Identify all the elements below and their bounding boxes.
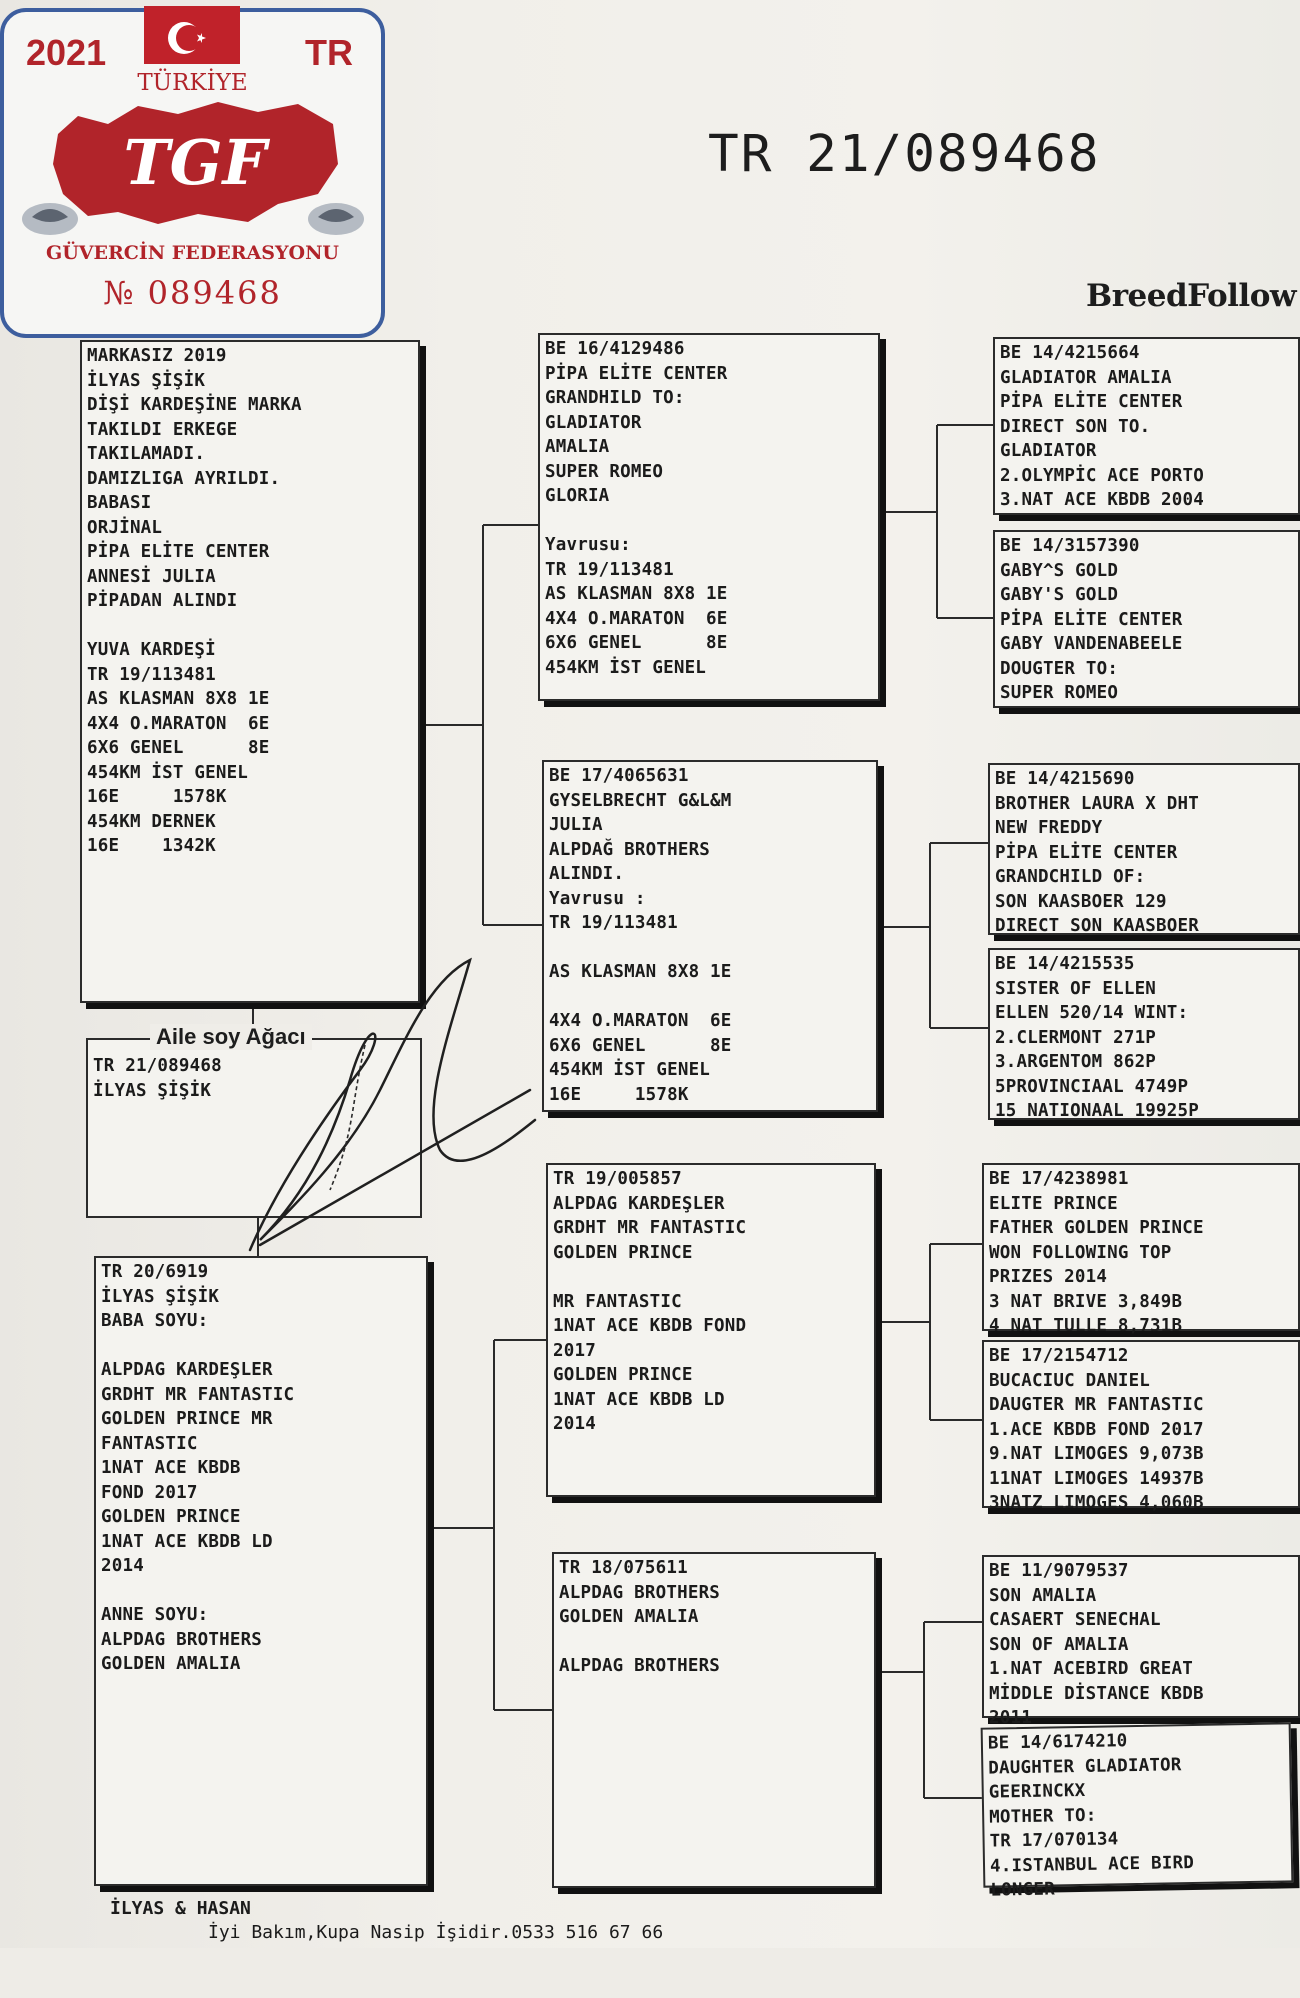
father-line: 454KM İST GENEL — [545, 657, 707, 678]
federation-stamp — [0, 8, 385, 338]
mm-line: 2.CLERMONT 271P — [995, 1027, 1157, 1048]
pigeon-logo-icon — [18, 197, 82, 237]
ff-line: BE 14/4215664 — [1000, 343, 1140, 363]
father-line: PİPA ELİTE CENTER — [545, 363, 728, 384]
mm-line: SISTER OF ELLEN — [995, 978, 1157, 999]
fm2-line: 11NAT LIMOGES 14937B — [989, 1468, 1204, 1489]
mother-box — [542, 760, 878, 1112]
father2-line: 1NAT ACE KBDB FOND — [553, 1316, 747, 1336]
mm-box — [988, 948, 1300, 1120]
breeder-line: ALPDAG KARDEŞLER — [101, 1360, 273, 1380]
note-line: TAKILDI ERKEGE — [87, 419, 238, 440]
mm2-box — [981, 1722, 1294, 1901]
mf2-line: 2011 — [989, 1708, 1032, 1728]
note-line: ORJİNAL — [87, 517, 163, 538]
mf-line: BE 14/4215690 — [995, 769, 1135, 789]
father-line: AS KLASMAN 8X8 1E — [545, 584, 728, 604]
father-line: GLORIA — [545, 486, 610, 506]
mf-line: DIRECT SON KAASBOER — [995, 916, 1199, 936]
father-line: GLADIATOR — [545, 412, 642, 433]
mf-line: GRANDCHILD OF: — [995, 867, 1146, 887]
mf2-line: SON AMALIA — [989, 1585, 1097, 1606]
fm-line: DOUGTER TO: — [1000, 658, 1119, 679]
mf-box — [988, 763, 1300, 935]
mother-line: AS KLASMAN 8X8 1E — [549, 962, 732, 982]
father2-line: GOLDEN PRINCE — [553, 1365, 693, 1385]
mother-line: JULIA — [549, 815, 603, 835]
mother2-line — [559, 1630, 870, 1655]
father2-box — [546, 1163, 876, 1497]
mm2-line: GEERINCKX — [988, 1780, 1086, 1803]
father-line: BE 16/4129486 — [545, 339, 685, 359]
mm-line: BE 14/4215535 — [995, 954, 1135, 974]
note-line: 4X4 O.MARATON 6E — [87, 713, 270, 734]
fm2-line: BUCACIUC DANIEL — [989, 1370, 1151, 1391]
breeder-line — [101, 1334, 422, 1359]
father-line: GRANDHILD TO: — [545, 388, 685, 408]
mother2-line: GOLDEN AMALIA — [559, 1607, 699, 1627]
note-line: AS KLASMAN 8X8 1E — [87, 689, 270, 709]
mm2-line: 4.ISTANBUL ACE BIRD — [989, 1852, 1195, 1877]
ff-line: GLADIATOR AMALIA — [1000, 367, 1172, 388]
mm2-line: TR 17/070134 — [989, 1829, 1119, 1852]
note-line: 16E 1578K — [87, 787, 227, 807]
breeder-line — [101, 1579, 422, 1604]
breeder-line: 2014 — [101, 1556, 144, 1576]
father2-line: 2014 — [553, 1414, 596, 1434]
breeder-line: 1NAT ACE KBDB LD — [101, 1531, 273, 1552]
father-line: SUPER ROMEO — [545, 461, 664, 482]
fm-line: SUPER ROMEO — [1000, 683, 1119, 703]
mother-line: 454KM İST GENEL — [549, 1060, 711, 1080]
mother-line — [549, 936, 872, 961]
family-tree-label: Aile soy Ağacı — [150, 1024, 312, 1050]
mf2-box — [982, 1555, 1300, 1728]
note-line: BABASI — [87, 493, 152, 513]
mm2-line: LONGER — [990, 1879, 1056, 1901]
mother2-line: TR 18/075611 — [559, 1558, 688, 1578]
mf2-line: SON OF AMALIA — [989, 1634, 1129, 1655]
fm2-line: 1.ACE KBDB FOND 2017 — [989, 1419, 1204, 1440]
breeder-line: BABA SOYU: — [101, 1311, 209, 1331]
breeder-line: FANTASTIC — [101, 1433, 198, 1454]
ff2-line: 4 NAT TULLE 8,731B — [989, 1316, 1183, 1336]
mother-line: 6X6 GENEL 8E — [549, 1035, 732, 1056]
mm-line: 3.ARGENTOM 862P — [995, 1052, 1157, 1072]
fm-line: GABY VANDENABEELE — [1000, 634, 1183, 654]
mm2-line: BE 14/6174210 — [987, 1731, 1128, 1754]
ring-number-header: TR 21/089468 — [708, 125, 1101, 184]
father2-line — [553, 1265, 870, 1290]
mother-line: BE 17/4065631 — [549, 766, 689, 786]
mf2-line: CASAERT SENECHAL — [989, 1610, 1161, 1630]
ff2-line: BE 17/4238981 — [989, 1169, 1129, 1189]
fm2-line: DAUGTER MR FANTASTIC — [989, 1395, 1204, 1415]
mf2-line: 1.NAT ACEBIRD GREAT — [989, 1659, 1193, 1679]
mm2-line: MOTHER TO: — [989, 1805, 1097, 1828]
mm-line: 15 NATIONAAL 19925P — [995, 1101, 1199, 1121]
footer-owners: İLYAS & HASAN — [110, 1898, 251, 1919]
note-line: 6X6 GENEL 8E — [87, 738, 270, 758]
mm2-line: DAUGHTER GLADIATOR — [988, 1754, 1182, 1779]
fm-line: GABY'S GOLD — [1000, 585, 1119, 605]
note-line: TAKILAMADI. — [87, 444, 206, 464]
father2-line: 2017 — [553, 1340, 596, 1361]
ff-line: 3.NAT ACE KBDB 2004 — [1000, 490, 1204, 510]
stamp-country: TÜRKİYE — [137, 70, 248, 96]
breeder-line: GOLDEN PRINCE MR — [101, 1409, 273, 1429]
ff2-box — [982, 1163, 1300, 1336]
mm-line: 5PROVINCIAAL 4749P — [995, 1076, 1189, 1097]
mf-line: BROTHER LAURA X DHT — [995, 793, 1199, 814]
fm2-line: 9.NAT LIMOGES 9,073B — [989, 1444, 1204, 1464]
note-line: 454KM DERNEK — [87, 811, 216, 832]
fm-line: PİPA ELİTE CENTER — [1000, 609, 1183, 630]
father2-line: ALPDAG KARDEŞLER — [553, 1193, 725, 1214]
note-line — [87, 614, 414, 639]
note-line: ANNESİ JULIA — [87, 566, 216, 587]
ff2-line: ELITE PRINCE — [989, 1193, 1118, 1214]
ff-line: 2.OLYMPİC ACE PORTO — [1000, 465, 1204, 486]
stamp-year: 2021 — [26, 32, 107, 73]
mother2-line: ALPDAG BROTHERS — [559, 1656, 721, 1676]
footer — [110, 1898, 664, 1998]
father2-line: MR FANTASTIC — [553, 1291, 682, 1312]
mf2-line: BE 11/9079537 — [989, 1561, 1129, 1581]
footer-contact: İyi Bakım,Kupa Nasip İşidir.0533 516 67 66 — [208, 1922, 664, 1943]
father2-line: GRDHT MR FANTASTIC — [553, 1218, 747, 1238]
mother-line: Yavrusu : — [549, 888, 646, 909]
mother-line: ALPDAĞ BROTHERS — [549, 839, 711, 860]
note-line: İLYAS ŞİŞİK — [87, 370, 206, 391]
turkish-flag-icon — [144, 6, 240, 64]
note-line: MARKASIZ 2019 — [87, 346, 227, 366]
breeder-line: FOND 2017 — [101, 1482, 198, 1503]
father2-line: GOLDEN PRINCE — [553, 1242, 693, 1263]
turkey-map-icon — [48, 94, 343, 232]
breeder-box — [94, 1256, 428, 1886]
note-line: PİPA ELİTE CENTER — [87, 542, 270, 562]
breeder-line: ALPDAG BROTHERS — [101, 1629, 263, 1650]
stamp-organization: GÜVERCİN FEDERASYONU — [45, 242, 340, 264]
mf2-line: MİDDLE DİSTANCE KBDB — [989, 1683, 1204, 1704]
breeder-line: ANNE SOYU: — [101, 1605, 209, 1625]
mf-line: SON KAASBOER 129 — [995, 891, 1167, 912]
breeder-line: GOLDEN AMALIA — [101, 1654, 241, 1674]
father-line: 6X6 GENEL 8E — [545, 633, 728, 653]
mother-line: TR 19/113481 — [549, 913, 678, 933]
father-line: 4X4 O.MARATON 6E — [545, 608, 728, 629]
fm2-line: 3NATZ LIMOGES 4,060B — [989, 1493, 1204, 1513]
mother-line: 16E 1578K — [549, 1084, 689, 1105]
father-line: TR 19/113481 — [545, 559, 674, 580]
ff-line: DIRECT SON TO. — [1000, 416, 1151, 437]
father2-line: 1NAT ACE KBDB LD — [553, 1389, 725, 1410]
fm-box — [993, 530, 1300, 708]
breeder-line: GOLDEN PRINCE — [101, 1507, 241, 1527]
mm-line: ELLEN 520/14 WINT: — [995, 1003, 1189, 1023]
father-box — [538, 333, 880, 701]
note-line: TR 19/113481 — [87, 664, 216, 685]
mother2-box — [552, 1552, 876, 1888]
subject-ring: TR 21/089468 — [93, 1056, 222, 1076]
brand-logo: BreedFollow — [1086, 278, 1297, 314]
note-box — [80, 340, 420, 1003]
fm-line: BE 14/3157390 — [1000, 536, 1140, 556]
note-line: DAMIZLIGA AYRILDI. — [87, 468, 281, 489]
ff2-line: PRIZES 2014 — [989, 1267, 1108, 1287]
note-line: YUVA KARDEŞİ — [87, 640, 216, 660]
ff-line: GLADIATOR — [1000, 441, 1097, 461]
mother-line: GYSELBRECHT G&L&M — [549, 790, 732, 811]
subject-owner: İLYAS ŞİŞİK — [93, 1080, 212, 1101]
father-line — [545, 509, 874, 534]
ff2-line: WON FOLLOWING TOP — [989, 1242, 1172, 1263]
father-line: AMALIA — [545, 437, 610, 457]
ff-line: PİPA ELİTE CENTER — [1000, 392, 1183, 412]
mother2-line: ALPDAG BROTHERS — [559, 1582, 721, 1603]
note-line: 454KM İST GENEL — [87, 762, 249, 783]
father-line: Yavrusu: — [545, 535, 631, 555]
ff2-line: FATHER GOLDEN PRINCE — [989, 1218, 1204, 1238]
signature — [240, 950, 540, 1280]
stamp-country-code: TR — [305, 32, 353, 73]
stamp-number: № 089468 — [103, 274, 282, 312]
mother-line: 4X4 O.MARATON 6E — [549, 1011, 732, 1031]
note-line: 16E 1342K — [87, 836, 216, 856]
pigeon-logo-icon — [304, 197, 368, 237]
fm2-line: BE 17/2154712 — [989, 1346, 1129, 1366]
fm2-box — [982, 1340, 1300, 1513]
father2-line: TR 19/005857 — [553, 1169, 682, 1189]
fm-line: GABY^S GOLD — [1000, 560, 1119, 581]
ff2-line: 3 NAT BRIVE 3,849B — [989, 1291, 1183, 1312]
mother-line: ALINDI. — [549, 864, 625, 884]
mf-line: NEW FREDDY — [995, 818, 1103, 838]
ff-box — [993, 337, 1300, 515]
mf-line: PİPA ELİTE CENTER — [995, 842, 1178, 863]
mother-line — [549, 985, 872, 1010]
breeder-line: İLYAS ŞİŞİK — [101, 1286, 220, 1307]
breeder-line: GRDHT MR FANTASTIC — [101, 1384, 295, 1405]
stamp-acronym: TGF — [123, 126, 267, 199]
note-line: DİŞİ KARDEŞİNE MARKA — [87, 395, 302, 415]
note-line: PİPADAN ALINDI — [87, 591, 238, 611]
breeder-line: 1NAT ACE KBDB — [101, 1458, 241, 1478]
breeder-line: TR 20/6919 — [101, 1262, 209, 1282]
